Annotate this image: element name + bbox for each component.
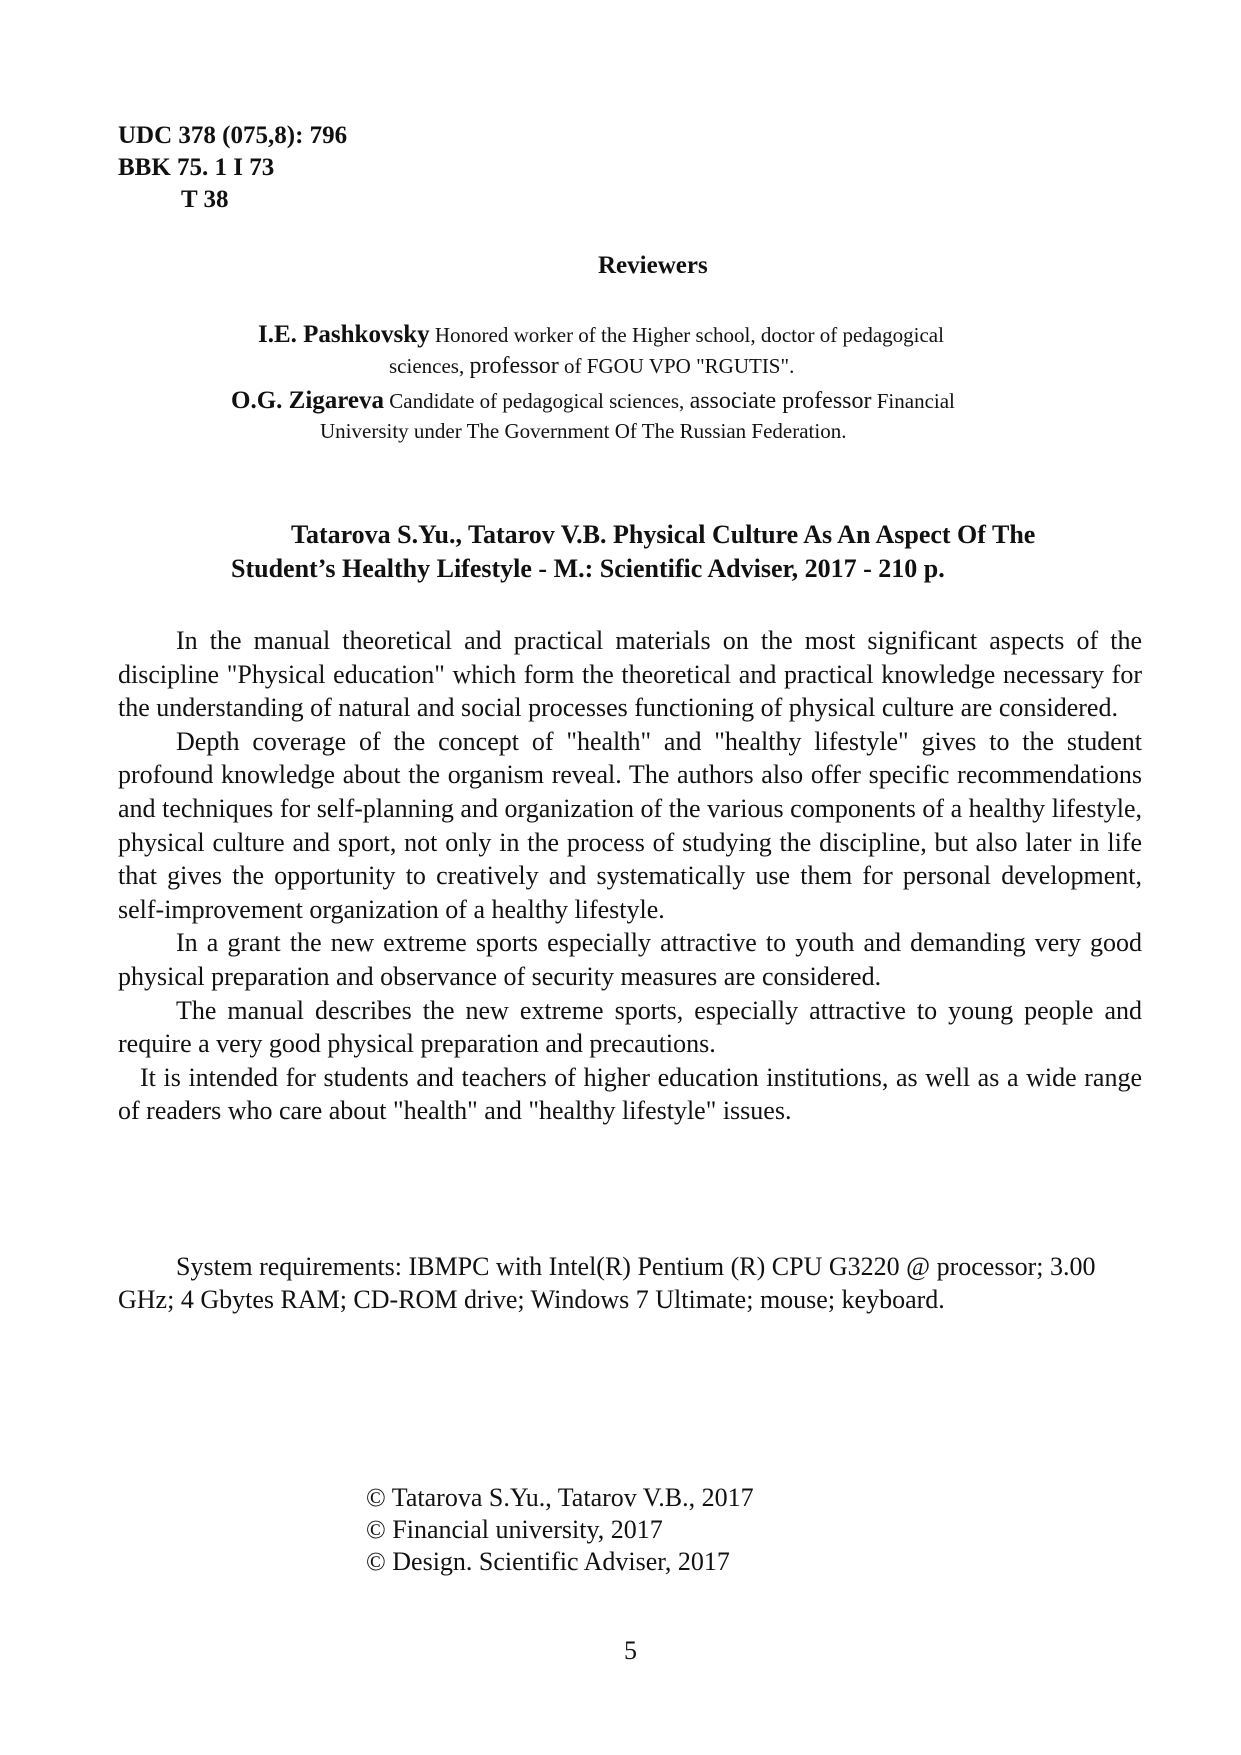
abstract-paragraph-4: The manual describes the new extreme sports, especially attractive to young people and require a very good physical preparation and precautions.: [118, 995, 1142, 1059]
abstract-paragraph-2: Depth coverage of the concept of "health" and "healthy lifestyle" gives to the student profound knowledge about the organism reveal. The authors also offer specific recommendations and techniques for self-planning and organization of the various components of a healthy lifestyle, physical culture and sport, not only in the process of studying the discipline, but also later in life that gives the opportunity to creatively and systematically use them for personal development, self-improvement organization of a healthy lifestyle.: [118, 726, 1142, 924]
abstract-paragraph-3: In a grant the new extreme sports especially attractive to youth and demanding very good physical preparation and observance of security measures are considered.: [118, 928, 1142, 991]
reviewers-heading: Reviewers: [598, 252, 708, 279]
reviewer-1-title: professor: [469, 353, 559, 379]
copyright-university: © Financial university, 2017: [366, 1515, 663, 1544]
reviewer-1-desc-a: Honored worker of the Higher school, doctor of pedagogical: [429, 323, 944, 347]
reviewer-1-line-1: [258, 320, 944, 350]
udc-code: UDC 378 (075,8): 796: [118, 122, 348, 149]
author-mark: T 38: [181, 186, 229, 213]
abstract-paragraph-1: In the manual theoretical and practical materials on the most significant aspects of the discipline "Physical education" which form the theoretical and practical knowledge necessary for the understanding of natural and social processes functioning of physical culture are considered.: [118, 626, 1142, 723]
bbk-code: BBK 75. 1 I 73: [118, 154, 275, 181]
system-requirements: System requirements: IBMPC with Intel(R) Pentium (R) CPU G3220 @ processor; 3.00 GHz; 4 Gbytes RAM; CD-ROM drive; Windows 7 Ultimate; mouse; keyboard.: [118, 1252, 1096, 1314]
reviewer-1-name: I.E. Pashkovsky: [258, 321, 430, 348]
bibliographic-line-1: Tatarova S.Yu., Tatarov V.B. Physical Culture As An Aspect Of The: [291, 520, 1036, 549]
reviewer-2-name: O.G. Zigareva: [231, 387, 385, 414]
reviewer-2-desc-a: Candidate of pedagogical sciences,: [384, 389, 690, 413]
reviewer-2-title: associate professor: [689, 388, 872, 414]
reviewer-1-desc-b: sciences,: [389, 354, 470, 378]
abstract: [118, 624, 1142, 1128]
reviewer-2-line-1: [231, 386, 955, 416]
reviewer-2-line-2: University under The Government Of The Russian Federation.: [320, 419, 847, 443]
reviewer-1-desc-d: of FGOU VPO "RGUTIS".: [558, 354, 795, 378]
reviewer-1-line-2: [389, 351, 794, 381]
abstract-paragraph-5: It is intended for students and teachers of higher education institutions, as well as a wide range of readers who care about "health" and "healthy lifestyle" issues.: [118, 1062, 1142, 1126]
page-number: 5: [624, 1636, 637, 1665]
copyright-design: © Design. Scientific Adviser, 2017: [366, 1547, 730, 1576]
bibliographic-line-2: Student’s Healthy Lifestyle - M.: Scientific Adviser, 2017 - 210 p.: [231, 554, 945, 583]
copyright-authors: © Tatarova S.Yu., Tatarov V.B., 2017: [366, 1483, 754, 1512]
reviewer-2-desc-c: Financial: [871, 389, 955, 413]
